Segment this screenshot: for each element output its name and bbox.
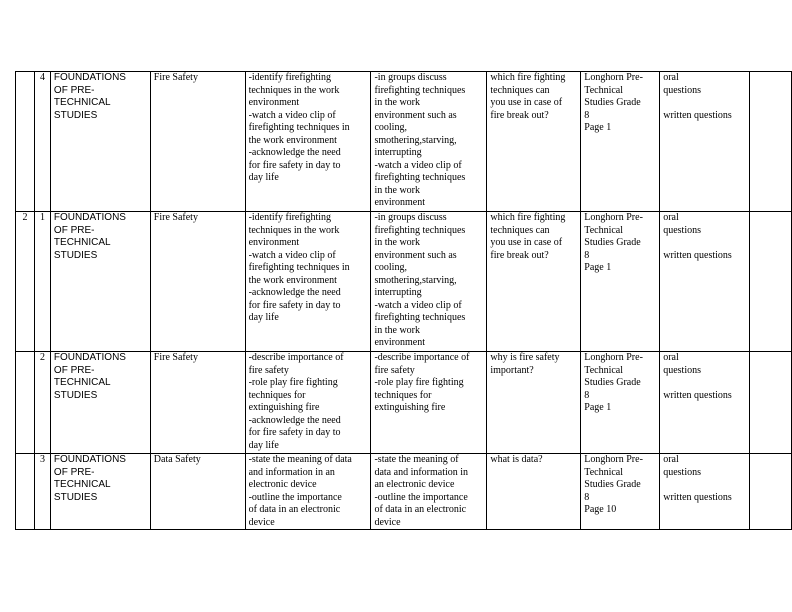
learning-experiences-line: environment such as [374, 249, 457, 261]
strand-line: OF PRE- [53, 84, 95, 96]
sub-strand-cell [150, 72, 245, 212]
sub-strand-cell [150, 454, 245, 530]
learning-experiences-line: device [374, 516, 401, 528]
learning-resources-line: Longhorn Pre- [584, 352, 643, 363]
assessment-line: questions [663, 466, 701, 478]
key-inquiry-question-cell [487, 72, 581, 212]
remarks-cell [750, 454, 792, 530]
learning-experiences-line: in the work [374, 97, 421, 108]
sub-strand-cell [150, 352, 245, 454]
strand-line: OF PRE- [53, 364, 95, 376]
learning-experiences-line: firefighting techniques [374, 84, 466, 96]
learning-experiences-line: environment such as [374, 109, 457, 121]
learning-experiences-line: -outline the importance [374, 491, 468, 503]
learning-outcomes-line: extinguishing fire [248, 402, 320, 413]
strand-line: TECHNICAL [53, 97, 111, 108]
assessment-line: questions [663, 364, 701, 376]
learning-outcomes-line: -identify firefighting [248, 72, 332, 83]
learning-resources-line: 8 [584, 109, 590, 121]
lesson-text: 1 [39, 212, 45, 223]
assessment-line [663, 377, 746, 390]
assessment-cell [660, 352, 750, 454]
learning-outcomes-line: -outline the importance [248, 491, 342, 503]
lesson-text: 3 [39, 454, 45, 465]
week-cell [16, 352, 35, 454]
key-inquiry-question-line: which fire fighting [490, 72, 566, 83]
learning-experiences-line: firefighting techniques [374, 224, 466, 236]
learning-experiences-line: -watch a video clip of [374, 159, 462, 171]
learning-experiences-cell [371, 212, 487, 352]
learning-experiences-line: -describe importance of [374, 352, 470, 363]
learning-outcomes-line: firefighting techniques in [248, 262, 350, 273]
learning-experiences-line: -role play fire fighting [374, 377, 464, 388]
learning-outcomes-line: day life [248, 312, 279, 323]
sub-strand-cell [150, 212, 245, 352]
learning-experiences-line: smothering,starving, [374, 274, 457, 286]
assessment-line [663, 237, 746, 250]
learning-outcomes-line: for fire safety in day to [248, 427, 341, 438]
week-text: 2 [22, 212, 28, 223]
week-cell [16, 72, 35, 212]
learning-experiences-line: firefighting techniques [374, 172, 466, 183]
learning-experiences-line: environment [374, 197, 426, 208]
learning-resources-line: Studies Grade [584, 377, 641, 388]
learning-experiences-line: smothering,starving, [374, 134, 457, 146]
learning-outcomes-line: -acknowledge the need [248, 147, 341, 158]
key-inquiry-question-line: you use in case of [490, 97, 563, 108]
key-inquiry-question-line: why is fire safety [490, 352, 560, 363]
learning-outcomes-line: electronic device [248, 479, 317, 490]
learning-resources-line: Technical [584, 84, 624, 96]
assessment-cell [660, 454, 750, 530]
learning-experiences-line: firefighting techniques [374, 312, 466, 323]
learning-outcomes-line: environment [248, 237, 300, 248]
assessment-line: oral [663, 454, 679, 465]
strand-cell [50, 212, 150, 352]
assessment-line: written questions [663, 249, 732, 261]
learning-outcomes-line: -acknowledge the need [248, 287, 341, 298]
learning-outcomes-line: techniques in the work [248, 224, 340, 236]
learning-experiences-line: cooling, [374, 122, 407, 133]
key-inquiry-question-line: what is data? [490, 454, 543, 465]
strand-line: FOUNDATIONS [53, 454, 126, 465]
learning-resources-line: Longhorn Pre- [584, 454, 643, 465]
learning-resources-cell [581, 72, 660, 212]
assessment-line: oral [663, 352, 679, 363]
key-inquiry-question-line: you use in case of [490, 237, 563, 248]
learning-outcomes-line: -acknowledge the need [248, 414, 341, 426]
assessment-line: written questions [663, 491, 732, 503]
lesson-cell [34, 212, 50, 352]
strand-line: OF PRE- [53, 466, 95, 478]
learning-outcomes-line: -watch a video clip of [248, 249, 336, 261]
learning-experiences-line: cooling, [374, 262, 407, 273]
learning-experiences-line: environment [374, 337, 426, 348]
learning-experiences-line: in the work [374, 184, 421, 196]
strand-cell [50, 352, 150, 454]
learning-experiences-line: -in groups discuss [374, 72, 447, 83]
learning-resources-line: Page 1 [584, 122, 612, 133]
table-row [16, 72, 792, 212]
assessment-line: oral [663, 212, 679, 223]
remarks-cell [750, 352, 792, 454]
learning-outcomes-line: -watch a video clip of [248, 109, 336, 121]
assessment-cell [660, 212, 750, 352]
sub-strand-text: Fire Safety [153, 72, 198, 83]
learning-outcomes-line: fire safety [248, 364, 289, 376]
assessment-line: written questions [663, 389, 732, 401]
key-inquiry-question-line: techniques can [490, 84, 550, 96]
assessment-cell [660, 72, 750, 212]
assessment-line: questions [663, 224, 701, 236]
learning-outcomes-cell [245, 454, 371, 530]
key-inquiry-question-cell [487, 212, 581, 352]
learning-resources-line: Studies Grade [584, 237, 641, 248]
assessment-line [663, 97, 746, 110]
week-cell [16, 212, 35, 352]
key-inquiry-question-line: fire break out? [490, 109, 549, 121]
learning-experiences-line: -watch a video clip of [374, 299, 462, 311]
learning-experiences-cell [371, 352, 487, 454]
learning-resources-line: Page 1 [584, 262, 612, 273]
learning-resources-line: 8 [584, 389, 590, 401]
sub-strand-text: Fire Safety [153, 212, 198, 223]
learning-experiences-cell [371, 72, 487, 212]
learning-outcomes-cell [245, 352, 371, 454]
strand-line: STUDIES [53, 249, 98, 261]
learning-resources-line: Page 1 [584, 402, 612, 413]
learning-experiences-line: in the work [374, 324, 421, 336]
learning-outcomes-line: day life [248, 172, 279, 183]
learning-experiences-line: techniques for [374, 389, 432, 401]
strand-cell [50, 454, 150, 530]
strand-line: FOUNDATIONS [53, 72, 126, 83]
learning-experiences-line: interrupting [374, 147, 422, 158]
learning-outcomes-line: of data in an electronic [248, 504, 341, 515]
learning-experiences-line: data and information in [374, 466, 469, 478]
learning-outcomes-line: techniques for [248, 389, 306, 401]
learning-resources-line: Technical [584, 466, 624, 478]
assessment-line: questions [663, 84, 701, 96]
learning-resources-cell [581, 212, 660, 352]
learning-outcomes-line: -state the meaning of data [248, 454, 352, 465]
assessment-line: written questions [663, 109, 732, 121]
learning-experiences-line: in the work [374, 237, 421, 248]
key-inquiry-question-line: which fire fighting [490, 212, 566, 223]
remarks-cell [750, 212, 792, 352]
learning-outcomes-cell [245, 72, 371, 212]
learning-outcomes-line: for fire safety in day to [248, 299, 341, 311]
sub-strand-text: Fire Safety [153, 352, 198, 363]
lesson-text: 2 [39, 352, 45, 363]
learning-outcomes-line: the work environment [248, 134, 337, 146]
key-inquiry-question-line: techniques can [490, 224, 550, 236]
learning-resources-line: Longhorn Pre- [584, 212, 643, 223]
lesson-cell [34, 72, 50, 212]
week-cell [16, 454, 35, 530]
learning-outcomes-line: techniques in the work [248, 84, 340, 96]
table-row [16, 352, 792, 454]
learning-outcomes-line: -describe importance of [248, 352, 344, 363]
learning-outcomes-line: the work environment [248, 274, 337, 286]
scheme-of-work-table [15, 71, 792, 530]
learning-resources-line: Studies Grade [584, 97, 641, 108]
strand-line: STUDIES [53, 389, 98, 401]
key-inquiry-question-line: important? [490, 364, 534, 376]
learning-resources-cell [581, 352, 660, 454]
learning-resources-line: Technical [584, 364, 624, 376]
sub-strand-text: Data Safety [153, 454, 201, 465]
learning-experiences-cell [371, 454, 487, 530]
learning-resources-line: 8 [584, 249, 590, 261]
table-row [16, 212, 792, 352]
strand-line: STUDIES [53, 109, 98, 121]
learning-experiences-line: -in groups discuss [374, 212, 447, 223]
learning-experiences-line: an electronic device [374, 479, 455, 490]
learning-outcomes-line: day life [248, 439, 279, 451]
strand-line: FOUNDATIONS [53, 212, 126, 223]
learning-resources-cell [581, 454, 660, 530]
learning-resources-line: Technical [584, 224, 624, 236]
learning-outcomes-line: environment [248, 97, 300, 108]
learning-outcomes-line: -role play fire fighting [248, 377, 338, 388]
learning-experiences-line: extinguishing fire [374, 402, 446, 413]
strand-line: TECHNICAL [53, 377, 111, 388]
strand-line: FOUNDATIONS [53, 352, 126, 363]
lesson-cell [34, 352, 50, 454]
learning-outcomes-line: and information in an [248, 466, 335, 478]
assessment-line: oral [663, 72, 679, 83]
lesson-cell [34, 454, 50, 530]
learning-resources-line: 8 [584, 491, 590, 503]
strand-line: STUDIES [53, 491, 98, 503]
key-inquiry-question-line: fire break out? [490, 249, 549, 261]
learning-resources-line: Longhorn Pre- [584, 72, 643, 83]
learning-outcomes-line: firefighting techniques in [248, 122, 350, 133]
table-row [16, 454, 792, 530]
learning-experiences-line: -state the meaning of [374, 454, 459, 465]
learning-resources-line: Page 10 [584, 504, 617, 515]
learning-outcomes-cell [245, 212, 371, 352]
learning-experiences-line: of data in an electronic [374, 504, 467, 515]
key-inquiry-question-cell [487, 454, 581, 530]
assessment-line [663, 479, 746, 492]
learning-outcomes-line: device [248, 516, 275, 528]
key-inquiry-question-cell [487, 352, 581, 454]
learning-experiences-line: fire safety [374, 364, 415, 376]
learning-outcomes-line: -identify firefighting [248, 212, 332, 223]
strand-line: TECHNICAL [53, 479, 111, 490]
strand-line: TECHNICAL [53, 237, 111, 248]
strand-line: OF PRE- [53, 224, 95, 236]
learning-experiences-line: interrupting [374, 287, 422, 298]
remarks-cell [750, 72, 792, 212]
learning-resources-line: Studies Grade [584, 479, 641, 490]
strand-cell [50, 72, 150, 212]
learning-outcomes-line: for fire safety in day to [248, 159, 341, 171]
lesson-text: 4 [39, 72, 45, 83]
